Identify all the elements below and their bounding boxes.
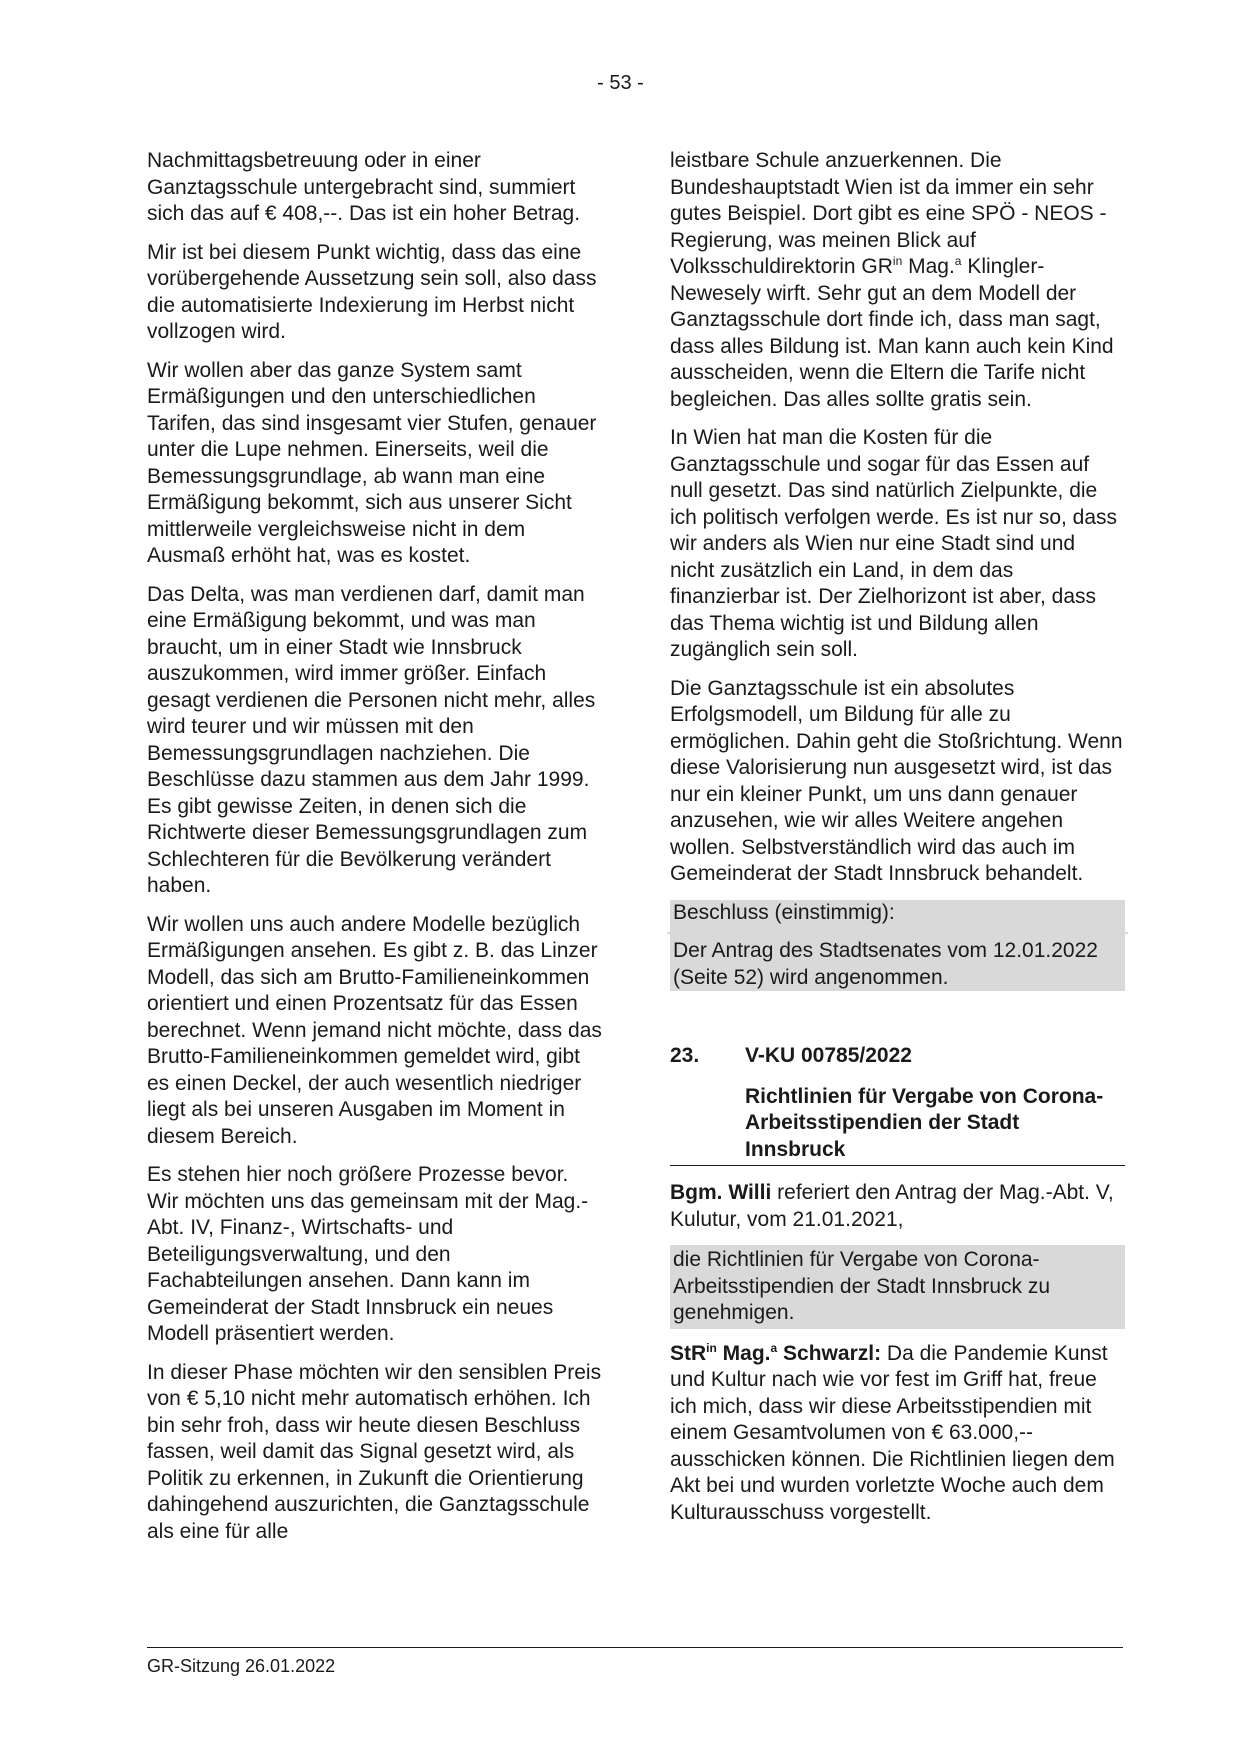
text-run: Mag.: [902, 255, 955, 278]
speaker-name: Bgm. Willi: [670, 1181, 772, 1204]
paragraph: Nachmittagsbetreuung oder in einer Ganztagsschule untergebracht sind, summiert sich das auf € 408,--. Das ist ein hoher Betrag.: [147, 149, 581, 225]
paragraph: In Wien hat man die Kosten für die Ganztagsschule und sogar für das Essen auf null gesetzt. Das sind natürlich Zielpunkte, die ich politisch verfolgen werde. Es ist nur so, dass wir anders als Wien nur eine Stadt sind und nicht zusätzlich ein Land, in dem das finanzierbar ist. Der Zielhorizont ist aber, dass das Thema wichtig ist und Bildung allen zugänglich sein soll.: [670, 426, 1118, 661]
report-text: referiert den Antrag der Mag.-Abt. V, Kulutur, vom 21.01.2021,: [670, 1181, 1114, 1231]
resolution-label: Beschluss (einstimmig):: [670, 900, 1125, 933]
speech-paragraph: [670, 1341, 1125, 1527]
resolution-text: Der Antrag des Stadtsenates vom 12.01.2022 (Seite 52) wird angenommen.: [670, 934, 1125, 991]
motion-text: die Richtlinien für Vergabe von Corona-Arbeitsstipendien der Stadt Innsbruck zu genehmigen.: [670, 1245, 1125, 1329]
text-run: Klingler-Newesely wirft. Sehr gut an dem Modell der Ganztagsschule dort finde ich, dass man sagt, dass alles Bildung ist. Man kann auch kein Kind ausscheiden, wenn die Eltern die Tarife nicht begleichen. Das alles sollte gratis sein.: [670, 255, 1114, 411]
paragraph: In dieser Phase möchten wir den sensiblen Preis von € 5,10 nicht mehr automatisch erhöhen. Ich bin sehr froh, dass wir heute diesen Beschluss fassen, weil damit das Signal gesetzt wird, als Politik zu erkennen, in Zukunft die Orientierung dahingehend auszurichten, die Ganztagsschule als eine für alle: [147, 1360, 602, 1543]
footer-divider: [147, 1647, 1123, 1648]
superscript: a: [770, 1340, 778, 1355]
superscript: in: [892, 254, 903, 268]
agenda-title: Richtlinien für Vergabe von Corona-Arbeitsstipendien der Stadt Innsbruck: [745, 1084, 1104, 1161]
title-run: StR: [670, 1341, 707, 1365]
agenda-number: 23.: [670, 1044, 700, 1067]
report-paragraph: [670, 1180, 1125, 1233]
agenda-code: V-KU 00785/2022: [745, 1044, 912, 1067]
footer-text: GR-Sitzung 26.01.2022: [147, 1656, 336, 1676]
paragraph: Wir wollen aber das ganze System samt Ermäßigungen und den unterschiedlichen Tarifen, das sind insgesamt vier Stufen, genauer unter die Lupe nehmen. Einerseits, weil die Bemessungsgrundlage, ab wann man eine Ermäßigung bekommt, sich aus unserer Sicht mittlerweile vergleichsweise nicht in dem Ausmaß erhöht hat, was es kostet.: [147, 358, 597, 567]
superscript: in: [706, 1340, 717, 1355]
agenda-header: [670, 1043, 1125, 1070]
paragraph: Das Delta, was man verdienen darf, damit man eine Ermäßigung bekommt, und was man braucht, um in einer Stadt wie Innsbruck auszukommen, wird immer größer. Einfach gesagt verdienen die Personen nicht mehr, alles wird teurer und wir müssen mit den Bemessungsgrundlagen nachziehen. Die Beschlüsse dazu stammen aus dem Jahr 1999. Es gibt gewisse Zeiten, in denen sich die Richtwerte dieser Bemessungsgrundlagen zum Schlechteren für die Bevölkerung verändert haben.: [147, 582, 596, 897]
resolution-block: [670, 900, 1125, 992]
title-run: Mag.: [716, 1341, 771, 1365]
right-column: [670, 148, 1125, 1538]
paragraph: Wir wollen uns auch andere Modelle bezüglich Ermäßigungen ansehen. Es gibt z. B. das Linzer Modell, das sich am Brutto-Familieneinkommen orientiert und einen Prozentsatz für das Essen berechnet. Wenn jemand nicht möchte, dass das Brutto-Familieneinkommen gemeldet wird, gibt es einen Deckel, der auch wesentlich niedriger liegt als bei unseren Ausgaben im Moment in diesem Bereich.: [147, 912, 602, 1148]
paragraph: [670, 148, 1125, 413]
speaker-name: [670, 1342, 881, 1365]
paragraph: Mir ist bei diesem Punkt wichtig, dass das eine vorübergehende Aussetzung sein soll, also dass die automatisierte Indexierung im Herbst nicht vollzogen wird.: [147, 240, 597, 343]
paragraph: Es stehen hier noch größere Prozesse bevor. Wir möchten uns das gemeinsam mit der Mag.-Abt. IV, Finanz-, Wirtschafts- und Beteiligungsverwaltung, und den Fachabteilungen ansehen. Dann kann im Gemeinderat der Stadt Innsbruck ein neues Modell präsentiert werden.: [147, 1163, 589, 1345]
paragraph: Die Ganztagsschule ist ein absolutes Erfolgsmodell, um Bildung für alle zu ermöglichen. Dahin geht die Stoßrichtung. Wenn diese Valorisierung nun ausgesetzt wird, ist das nur ein kleiner Punkt, um uns dann genauer anzusehen, wie wir alles Weitere angehen wollen. Selbstverständlich wird das auch im Gemeinderat der Stadt Innsbruck behandelt.: [670, 676, 1123, 885]
text-run: leistbare Schule anzuerkennen. Die Bundeshauptstadt Wien ist da immer ein sehr gutes Beispiel. Dort gibt es eine SPÖ - NEOS - Regierung, was meinen Blick auf Volksschuldirektorin GR: [670, 149, 1107, 278]
agenda-item: [670, 1043, 1125, 1166]
page-number: - 53 -: [597, 72, 644, 94]
left-column: [147, 148, 602, 1557]
section-divider: [670, 1165, 1125, 1166]
speech-text: Da die Pandemie Kunst und Kultur nach wie vor fest im Griff hat, freue ich mich, dass wir diese Arbeitsstipendien mit einem Gesamtvolumen von € 63.000,-- ausschicken können. Die Richtlinien liegen dem Akt bei und wurden vorletzte Woche auch dem Kulturausschuss vorgestellt.: [670, 1341, 1115, 1524]
superscript: a: [954, 254, 962, 268]
title-run: Schwarzl:: [777, 1341, 882, 1365]
